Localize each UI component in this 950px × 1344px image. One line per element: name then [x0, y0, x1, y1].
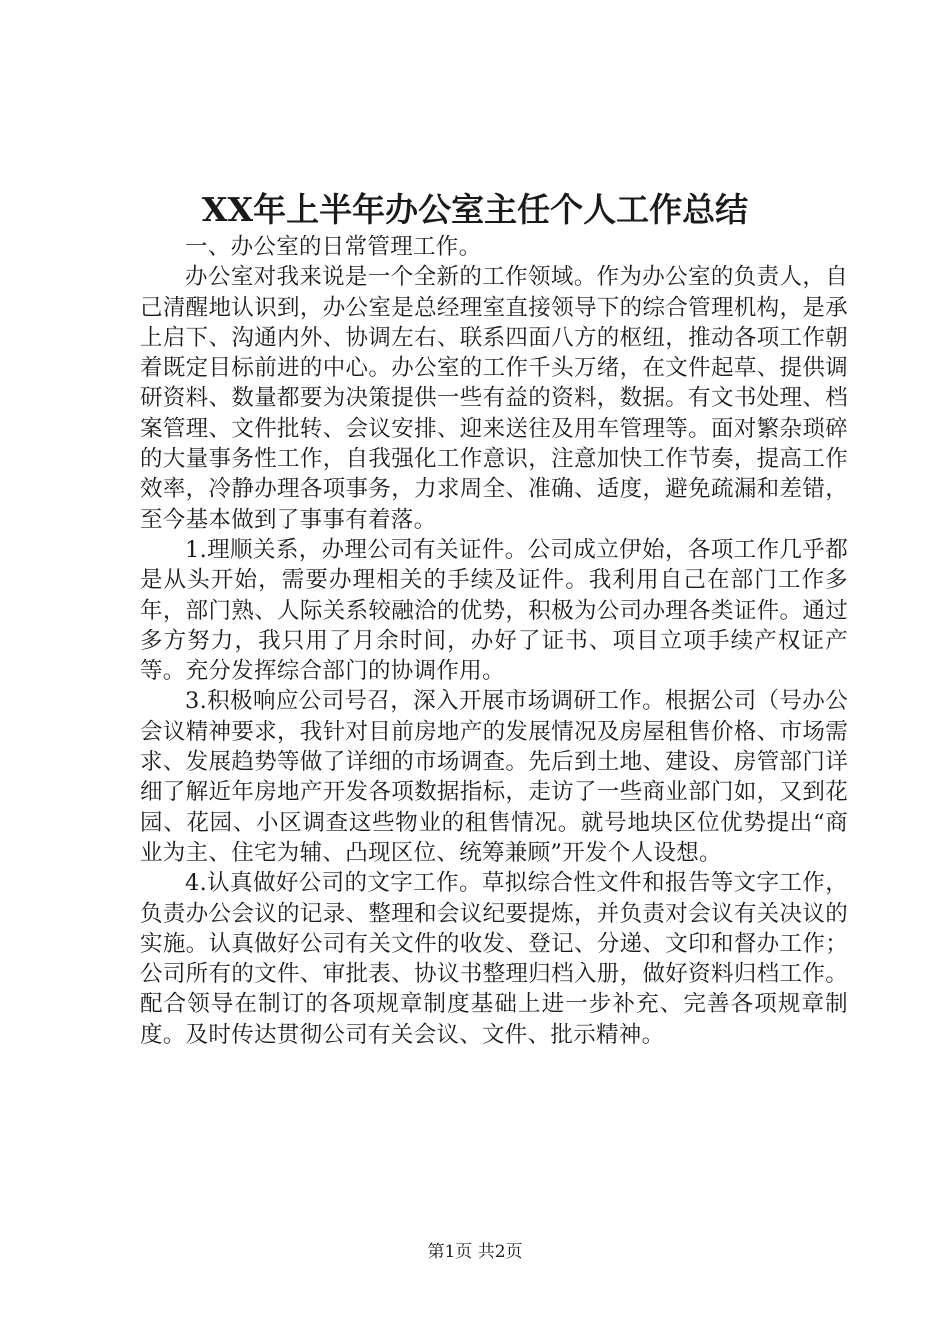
paragraph-item-3: 3.积极响应公司号召，深入开展市场调研工作。根据公司（号办公会议精神要求，我针对目前房地产的发展情况及房屋租售价格、市场需求、发展趋势等做了详细的市场调查。先后到土地、建设、房管部门详细了解近年房地产开发各项数据指标，走访了一些商业部门如，又到花园、花园、小区调查这些物业的租售情况。就号地块区位优势提出“商业为主、住宅为辅、凸现区位、统筹兼顾”开发个人设想。: [140, 688, 848, 866]
document-body: [140, 232, 848, 1050]
paragraph-item-1: 1.理顺关系，办理公司有关证件。公司成立伊始，各项工作几乎都是从头开始，需要办理相关的手续及证件。我利用自己在部门工作多年，部门熟、人际关系较融洽的优势，积极为公司办理各类证件。通过多方努力，我只用了月余时间，办好了证书、项目立项手续产权证产等。充分发挥综合部门的协调作用。: [140, 536, 848, 685]
document-title: XX年上半年办公室主任个人工作总结: [201, 190, 749, 229]
paragraph-intro: 办公室对我来说是一个全新的工作领域。作为办公室的负责人，自己清醒地认识到，办公室是总经理室直接领导下的综合管理机构，是承上启下、沟通内外、协调左右、联系四面八方的枢纽，推动各项工作朝着既定目标前进的中心。办公室的工作千头万绪，在文件起草、提供调研资料、数量都要为决策提供一些有益的资料，数据。有文书处理、档案管理、文件批转、会议安排、迎来送往及用车管理等。面对繁杂琐碎的大量事务性工作，自我强化工作意识，注意加快工作节奏，提高工作效率，冷静办理各项事务，力求周全、准确、适度，避免疏漏和差错，至今基本做到了事事有着落。: [140, 264, 848, 533]
section-heading: 一、办公室的日常管理工作。: [185, 234, 482, 260]
page-footer: 第1页 共2页: [427, 1242, 523, 1262]
paragraph-item-4: 4.认真做好公司的文字工作。草拟综合性文件和报告等文字工作，负责办公会议的记录、整理和会议纪要提炼，并负责对会议有关决议的实施。认真做好公司有关文件的收发、登记、分递、文印和督办工作；公司所有的文件、审批表、协议书整理归档入册，做好资料归档工作。配合领导在制订的各项规章制度基础上进一步补充、完善各项规章制度。及时传达贯彻公司有关会议、文件、批示精神。: [140, 870, 848, 1048]
